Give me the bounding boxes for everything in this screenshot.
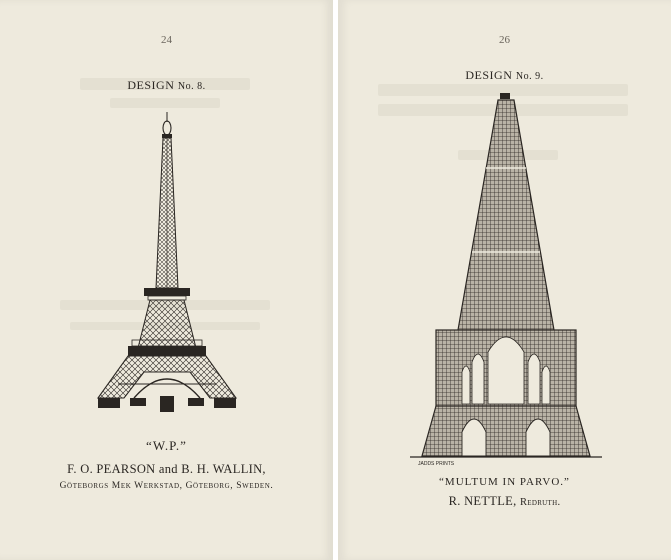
design-label: DESIGN <box>127 78 175 92</box>
engraver-mark: JADDS PRINTS <box>418 461 455 467</box>
design-number: No. 9. <box>515 71 544 82</box>
author: R. NETTLE, <box>448 494 517 508</box>
address: Göteborgs Mek Werkstad, Göteborg, Sweden. <box>59 481 274 491</box>
motto: “MULTUM IN PARVO.” <box>439 476 570 488</box>
page-number: 24 <box>161 34 172 46</box>
motto: “W.P.” <box>146 438 187 453</box>
page-number: 26 <box>499 34 510 46</box>
authors: F. O. PEARSON and B. H. WALLIN, <box>67 462 266 476</box>
right-page <box>338 0 671 560</box>
left-page <box>0 0 333 560</box>
author-line <box>338 494 671 509</box>
design-number: No. 8. <box>177 81 206 92</box>
design-label: DESIGN <box>465 68 513 82</box>
location: Redruth. <box>519 497 561 508</box>
